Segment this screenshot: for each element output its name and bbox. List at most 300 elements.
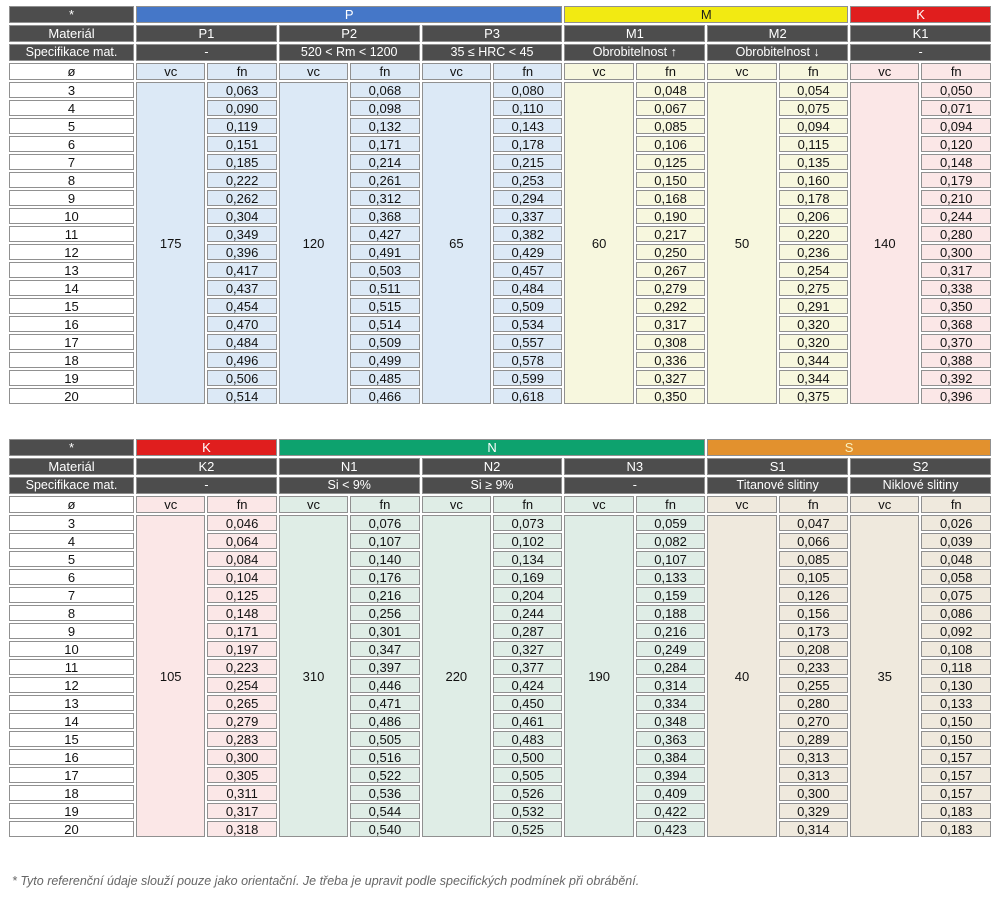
fn-value-N2-cell xyxy=(492,766,563,784)
fn-value-P1: 0,185 xyxy=(207,154,276,170)
fn-value-P1: 0,119 xyxy=(207,118,276,134)
fn-value-P3-cell xyxy=(492,135,563,153)
diameter-value: 15 xyxy=(9,731,134,747)
fn-value-N3-cell xyxy=(635,568,706,586)
fn-value-N1-cell xyxy=(349,820,420,838)
fn-value-P3: 0,337 xyxy=(493,208,562,224)
fn-value-K1-cell xyxy=(920,315,992,333)
fn-value-P1: 0,349 xyxy=(207,226,276,242)
spec-K2: - xyxy=(136,477,277,494)
vc-value-S1: 40 xyxy=(707,515,776,837)
fn-value-S1-cell xyxy=(778,550,849,568)
fn-value-K1: 0,050 xyxy=(921,82,991,98)
fn-value-N1-cell xyxy=(349,730,420,748)
fn-value-M1: 0,292 xyxy=(636,298,705,314)
fn-value-S2: 0,048 xyxy=(921,551,991,567)
material-column-M1-cell xyxy=(563,24,706,43)
fn-header-N1-cell xyxy=(349,495,420,514)
fn-value-P1: 0,514 xyxy=(207,388,276,404)
fn-value-K1: 0,179 xyxy=(921,172,991,188)
fn-value-P2-cell xyxy=(349,189,420,207)
fn-value-N1: 0,522 xyxy=(350,767,419,783)
fn-value-N1: 0,216 xyxy=(350,587,419,603)
fn-value-P3-cell xyxy=(492,261,563,279)
fn-value-K2: 0,279 xyxy=(207,713,276,729)
vc-value-S2-cell xyxy=(849,514,920,838)
fn-value-P2-cell xyxy=(349,333,420,351)
fn-value-M1-cell xyxy=(635,207,706,225)
fn-value-P1-cell xyxy=(206,153,277,171)
fn-header-P3-cell xyxy=(492,62,563,81)
fn-value-P1-cell xyxy=(206,279,277,297)
fn-value-K1: 0,338 xyxy=(921,280,991,296)
vc-value-P1: 175 xyxy=(136,82,205,404)
fn-value-S1: 0,156 xyxy=(779,605,848,621)
fn-value-K2-cell xyxy=(206,568,277,586)
fn-value-M2: 0,115 xyxy=(779,136,848,152)
fn-value-N1: 0,505 xyxy=(350,731,419,747)
fn-value-M1-cell xyxy=(635,243,706,261)
fn-value-M2-cell xyxy=(778,135,849,153)
fn-value-P2-cell xyxy=(349,207,420,225)
fn-value-S2-cell xyxy=(920,640,992,658)
material-column-N2-cell xyxy=(421,457,564,476)
fn-value-M2-cell xyxy=(778,261,849,279)
fn-value-K1: 0,094 xyxy=(921,118,991,134)
diameter-value-cell xyxy=(8,153,135,171)
fn-value-P2: 0,509 xyxy=(350,334,419,350)
fn-value-S1: 0,126 xyxy=(779,587,848,603)
fn-value-M2-cell xyxy=(778,297,849,315)
fn-value-N1: 0,516 xyxy=(350,749,419,765)
fn-value-K1-cell xyxy=(920,279,992,297)
fn-value-S1-cell xyxy=(778,568,849,586)
fn-value-M1: 0,327 xyxy=(636,370,705,386)
fn-value-P1-cell xyxy=(206,315,277,333)
fn-value-N2: 0,377 xyxy=(493,659,562,675)
fn-value-N3-cell xyxy=(635,604,706,622)
vc-header-M2-cell xyxy=(706,62,777,81)
spec-S1: Titanové slitiny xyxy=(707,477,848,494)
material-column-P2: P2 xyxy=(279,25,420,42)
fn-value-N2-cell xyxy=(492,658,563,676)
fn-value-S2-cell xyxy=(920,694,992,712)
fn-value-N2: 0,169 xyxy=(493,569,562,585)
fn-value-P1: 0,304 xyxy=(207,208,276,224)
spec-P2: 520 < Rm < 1200 xyxy=(279,44,420,61)
fn-value-S1: 0,085 xyxy=(779,551,848,567)
fn-value-N2-cell xyxy=(492,820,563,838)
fn-value-N1: 0,301 xyxy=(350,623,419,639)
fn-value-N2: 0,505 xyxy=(493,767,562,783)
fn-value-N3-cell xyxy=(635,658,706,676)
vc-header-N2: vc xyxy=(422,496,491,513)
fn-value-K1: 0,392 xyxy=(921,370,991,386)
vc-header-K1: vc xyxy=(850,63,919,80)
fn-value-P3-cell xyxy=(492,189,563,207)
fn-value-S1-cell xyxy=(778,748,849,766)
fn-value-N3: 0,422 xyxy=(636,803,705,819)
cutting-data-table-1 xyxy=(8,5,992,405)
vc-header-M2: vc xyxy=(707,63,776,80)
fn-value-N3-cell xyxy=(635,676,706,694)
vc-header-P1-cell xyxy=(135,62,206,81)
fn-value-S2-cell xyxy=(920,730,992,748)
fn-value-M1-cell xyxy=(635,189,706,207)
fn-value-P2: 0,503 xyxy=(350,262,419,278)
vc-value-M1: 60 xyxy=(564,82,633,404)
family-band-P-cell xyxy=(135,5,563,24)
fn-value-M1-cell xyxy=(635,225,706,243)
fn-value-S2-cell xyxy=(920,550,992,568)
family-band-M-cell xyxy=(563,5,849,24)
fn-value-P1-cell xyxy=(206,171,277,189)
fn-header-P3: fn xyxy=(493,63,562,80)
fn-header-M1: fn xyxy=(636,63,705,80)
fn-value-P3: 0,484 xyxy=(493,280,562,296)
vc-value-S1-cell xyxy=(706,514,777,838)
fn-value-M1: 0,168 xyxy=(636,190,705,206)
fn-value-M2: 0,178 xyxy=(779,190,848,206)
diameter-value: 11 xyxy=(9,659,134,675)
vc-value-P2-cell xyxy=(278,81,349,405)
material-column-S2: S2 xyxy=(850,458,991,475)
material-column-P1: P1 xyxy=(136,25,277,42)
fn-value-K2: 0,300 xyxy=(207,749,276,765)
fn-value-P3-cell xyxy=(492,333,563,351)
fn-value-M2-cell xyxy=(778,189,849,207)
fn-value-S2-cell xyxy=(920,676,992,694)
fn-value-K2-cell xyxy=(206,622,277,640)
fn-value-M1: 0,317 xyxy=(636,316,705,332)
fn-value-N2: 0,526 xyxy=(493,785,562,801)
diameter-value: 18 xyxy=(9,785,134,801)
diameter-value: 14 xyxy=(9,280,134,296)
fn-value-P3: 0,509 xyxy=(493,298,562,314)
fn-value-N3: 0,363 xyxy=(636,731,705,747)
diameter-value-cell xyxy=(8,514,135,532)
material-label: Materiál xyxy=(9,458,134,475)
material-column-N2: N2 xyxy=(422,458,563,475)
fn-value-M1-cell xyxy=(635,315,706,333)
diameter-value: 13 xyxy=(9,262,134,278)
fn-value-K1: 0,280 xyxy=(921,226,991,242)
material-column-M1: M1 xyxy=(564,25,705,42)
fn-value-P3-cell xyxy=(492,171,563,189)
fn-value-P2: 0,511 xyxy=(350,280,419,296)
fn-header-N3: fn xyxy=(636,496,705,513)
fn-value-K2-cell xyxy=(206,604,277,622)
diameter-value-cell xyxy=(8,369,135,387)
fn-header-P2: fn xyxy=(350,63,419,80)
fn-value-N2: 0,532 xyxy=(493,803,562,819)
fn-value-N2: 0,461 xyxy=(493,713,562,729)
fn-value-P2: 0,491 xyxy=(350,244,419,260)
fn-value-M2: 0,320 xyxy=(779,316,848,332)
family-band-K-cell xyxy=(135,438,278,457)
fn-value-N2-cell xyxy=(492,532,563,550)
material-column-P3-cell xyxy=(421,24,564,43)
diameter-value-cell xyxy=(8,99,135,117)
fn-value-P3-cell xyxy=(492,153,563,171)
material-row xyxy=(8,457,992,476)
spec-M1-cell xyxy=(563,43,706,62)
diameter-value-cell xyxy=(8,333,135,351)
fn-value-N3: 0,384 xyxy=(636,749,705,765)
fn-value-S1: 0,313 xyxy=(779,767,848,783)
fn-value-N3-cell xyxy=(635,514,706,532)
fn-value-S2: 0,157 xyxy=(921,767,991,783)
vc-header-P3-cell xyxy=(421,62,492,81)
fn-value-N1-cell xyxy=(349,622,420,640)
fn-value-P2: 0,132 xyxy=(350,118,419,134)
fn-value-K1-cell xyxy=(920,369,992,387)
fn-value-S2-cell xyxy=(920,712,992,730)
fn-value-N3-cell xyxy=(635,532,706,550)
diameter-value-cell xyxy=(8,748,135,766)
fn-value-S2: 0,118 xyxy=(921,659,991,675)
family-band-K: K xyxy=(850,6,991,23)
material-column-S1: S1 xyxy=(707,458,848,475)
fn-value-S1-cell xyxy=(778,658,849,676)
diameter-value-cell xyxy=(8,243,135,261)
fn-value-N2: 0,327 xyxy=(493,641,562,657)
cutting-data-table-2 xyxy=(8,438,992,838)
fn-value-N2-cell xyxy=(492,622,563,640)
diameter-value: 12 xyxy=(9,244,134,260)
fn-value-M1-cell xyxy=(635,81,706,99)
fn-value-N2-cell xyxy=(492,802,563,820)
fn-header-K2: fn xyxy=(207,496,276,513)
fn-value-P1-cell xyxy=(206,99,277,117)
fn-value-K2-cell xyxy=(206,550,277,568)
fn-value-N1-cell xyxy=(349,784,420,802)
fn-header-P1: fn xyxy=(207,63,276,80)
fn-value-M2: 0,320 xyxy=(779,334,848,350)
spec-N3-cell xyxy=(563,476,706,495)
fn-value-P1: 0,090 xyxy=(207,100,276,116)
fn-value-K2-cell xyxy=(206,640,277,658)
fn-value-K2: 0,148 xyxy=(207,605,276,621)
fn-value-P2: 0,515 xyxy=(350,298,419,314)
spec-N2: Si ≥ 9% xyxy=(422,477,563,494)
diameter-value-cell xyxy=(8,315,135,333)
fn-header-S1-cell xyxy=(778,495,849,514)
vc-value-S2: 35 xyxy=(850,515,919,837)
fn-value-M2: 0,160 xyxy=(779,172,848,188)
fn-value-S2: 0,183 xyxy=(921,821,991,837)
vc-header-N3: vc xyxy=(564,496,633,513)
fn-value-M1-cell xyxy=(635,153,706,171)
fn-value-N3-cell xyxy=(635,730,706,748)
vc-header-K2: vc xyxy=(136,496,205,513)
fn-value-P2: 0,098 xyxy=(350,100,419,116)
diameter-value: 20 xyxy=(9,388,134,404)
fn-value-N2-cell xyxy=(492,730,563,748)
fn-value-M1-cell xyxy=(635,351,706,369)
vc-header-K1-cell xyxy=(849,62,920,81)
spec-S1-cell xyxy=(706,476,849,495)
fn-value-S1: 0,289 xyxy=(779,731,848,747)
fn-value-N3: 0,284 xyxy=(636,659,705,675)
fn-value-N2: 0,500 xyxy=(493,749,562,765)
fn-value-K2: 0,305 xyxy=(207,767,276,783)
vc-header-M1: vc xyxy=(564,63,633,80)
fn-value-M1: 0,106 xyxy=(636,136,705,152)
fn-value-P3-cell xyxy=(492,207,563,225)
fn-value-S2: 0,086 xyxy=(921,605,991,621)
fn-value-M2: 0,135 xyxy=(779,154,848,170)
fn-value-M1: 0,308 xyxy=(636,334,705,350)
fn-value-K2-cell xyxy=(206,532,277,550)
fn-value-M2: 0,075 xyxy=(779,100,848,116)
fn-value-N3-cell xyxy=(635,802,706,820)
fn-value-P2: 0,261 xyxy=(350,172,419,188)
fn-header-N3-cell xyxy=(635,495,706,514)
diameter-value-cell xyxy=(8,225,135,243)
fn-value-P1-cell xyxy=(206,207,277,225)
fn-value-S2: 0,026 xyxy=(921,515,991,531)
spec-P1-cell xyxy=(135,43,278,62)
fn-value-S1: 0,300 xyxy=(779,785,848,801)
vc-value-M2-cell xyxy=(706,81,777,405)
spec-S2-cell xyxy=(849,476,992,495)
vc-value-K2: 105 xyxy=(136,515,205,837)
fn-value-P3: 0,618 xyxy=(493,388,562,404)
fn-value-S1-cell xyxy=(778,766,849,784)
fn-value-N3: 0,133 xyxy=(636,569,705,585)
fn-value-P1-cell xyxy=(206,261,277,279)
fn-value-K1-cell xyxy=(920,387,992,405)
fn-value-K1-cell xyxy=(920,261,992,279)
fn-value-P3: 0,294 xyxy=(493,190,562,206)
diameter-value: 8 xyxy=(9,172,134,188)
fn-value-K1: 0,210 xyxy=(921,190,991,206)
material-column-P1-cell xyxy=(135,24,278,43)
fn-value-S1-cell xyxy=(778,586,849,604)
fn-value-M2-cell xyxy=(778,387,849,405)
fn-value-N3-cell xyxy=(635,586,706,604)
spec-P2-cell xyxy=(278,43,421,62)
material-column-N1: N1 xyxy=(279,458,420,475)
fn-value-N2: 0,073 xyxy=(493,515,562,531)
fn-value-M2-cell xyxy=(778,279,849,297)
fn-value-S2: 0,039 xyxy=(921,533,991,549)
fn-value-S1: 0,066 xyxy=(779,533,848,549)
fn-value-N3: 0,188 xyxy=(636,605,705,621)
fn-header-M2: fn xyxy=(779,63,848,80)
fn-value-P3: 0,429 xyxy=(493,244,562,260)
diameter-value: 4 xyxy=(9,100,134,116)
fn-value-N1: 0,471 xyxy=(350,695,419,711)
fn-value-K1-cell xyxy=(920,189,992,207)
diameter-value: 16 xyxy=(9,749,134,765)
material-column-N1-cell xyxy=(278,457,421,476)
fn-value-P2-cell xyxy=(349,135,420,153)
fn-value-S2: 0,183 xyxy=(921,803,991,819)
fn-value-K1: 0,120 xyxy=(921,136,991,152)
fn-value-S2-cell xyxy=(920,766,992,784)
fn-header-S1: fn xyxy=(779,496,848,513)
fn-value-K1-cell xyxy=(920,153,992,171)
fn-value-N1: 0,544 xyxy=(350,803,419,819)
fn-value-P2-cell xyxy=(349,261,420,279)
diameter-value: 9 xyxy=(9,190,134,206)
fn-value-N2-cell xyxy=(492,676,563,694)
fn-value-P2-cell xyxy=(349,297,420,315)
fn-value-P1: 0,437 xyxy=(207,280,276,296)
vc-value-M2: 50 xyxy=(707,82,776,404)
fn-value-N1: 0,140 xyxy=(350,551,419,567)
fn-value-P1-cell xyxy=(206,225,277,243)
fn-value-P2-cell xyxy=(349,81,420,99)
vc-header-K2-cell xyxy=(135,495,206,514)
fn-header-M1-cell xyxy=(635,62,706,81)
fn-value-M2-cell xyxy=(778,207,849,225)
fn-value-N1-cell xyxy=(349,604,420,622)
vc-header-P3: vc xyxy=(422,63,491,80)
vc-header-P1: vc xyxy=(136,63,205,80)
fn-value-M1-cell xyxy=(635,171,706,189)
vc-value-N3-cell xyxy=(563,514,634,838)
data-row-d3 xyxy=(8,81,992,99)
fn-value-N2-cell xyxy=(492,748,563,766)
fn-value-P3-cell xyxy=(492,225,563,243)
fn-value-S2: 0,130 xyxy=(921,677,991,693)
spec-K1-cell xyxy=(849,43,992,62)
vc-value-N2-cell xyxy=(421,514,492,838)
fn-value-N2-cell xyxy=(492,568,563,586)
fn-value-M1: 0,048 xyxy=(636,82,705,98)
fn-value-P3: 0,557 xyxy=(493,334,562,350)
vc-header-S1-cell xyxy=(706,495,777,514)
fn-value-K1: 0,148 xyxy=(921,154,991,170)
fn-value-K1-cell xyxy=(920,117,992,135)
fn-value-P2-cell xyxy=(349,387,420,405)
fn-header-N2: fn xyxy=(493,496,562,513)
fn-value-P2-cell xyxy=(349,315,420,333)
spec-P1: - xyxy=(136,44,277,61)
spec-label: Specifikace mat. xyxy=(9,44,134,61)
fn-value-N2-cell xyxy=(492,784,563,802)
fn-value-S2: 0,058 xyxy=(921,569,991,585)
fn-value-M1-cell xyxy=(635,261,706,279)
fn-value-P2-cell xyxy=(349,225,420,243)
fn-value-N3-cell xyxy=(635,712,706,730)
fn-value-S1-cell xyxy=(778,730,849,748)
fn-value-K2: 0,125 xyxy=(207,587,276,603)
fn-value-P3-cell xyxy=(492,99,563,117)
fn-value-K1-cell xyxy=(920,243,992,261)
diameter-value-cell xyxy=(8,81,135,99)
fn-header-S2: fn xyxy=(921,496,991,513)
fn-value-P1-cell xyxy=(206,243,277,261)
diameter-value-cell xyxy=(8,766,135,784)
diameter-value: 3 xyxy=(9,82,134,98)
diameter-value: 5 xyxy=(9,551,134,567)
fn-value-S1-cell xyxy=(778,820,849,838)
fn-value-S1: 0,270 xyxy=(779,713,848,729)
fn-value-S2-cell xyxy=(920,658,992,676)
fn-value-K1-cell xyxy=(920,99,992,117)
spec-S2: Niklové slitiny xyxy=(850,477,991,494)
fn-value-M2-cell xyxy=(778,243,849,261)
material-column-P3: P3 xyxy=(422,25,563,42)
fn-header-S2-cell xyxy=(920,495,992,514)
diameter-value-cell xyxy=(8,586,135,604)
family-band-M: M xyxy=(564,6,848,23)
material-column-M2-cell xyxy=(706,24,849,43)
